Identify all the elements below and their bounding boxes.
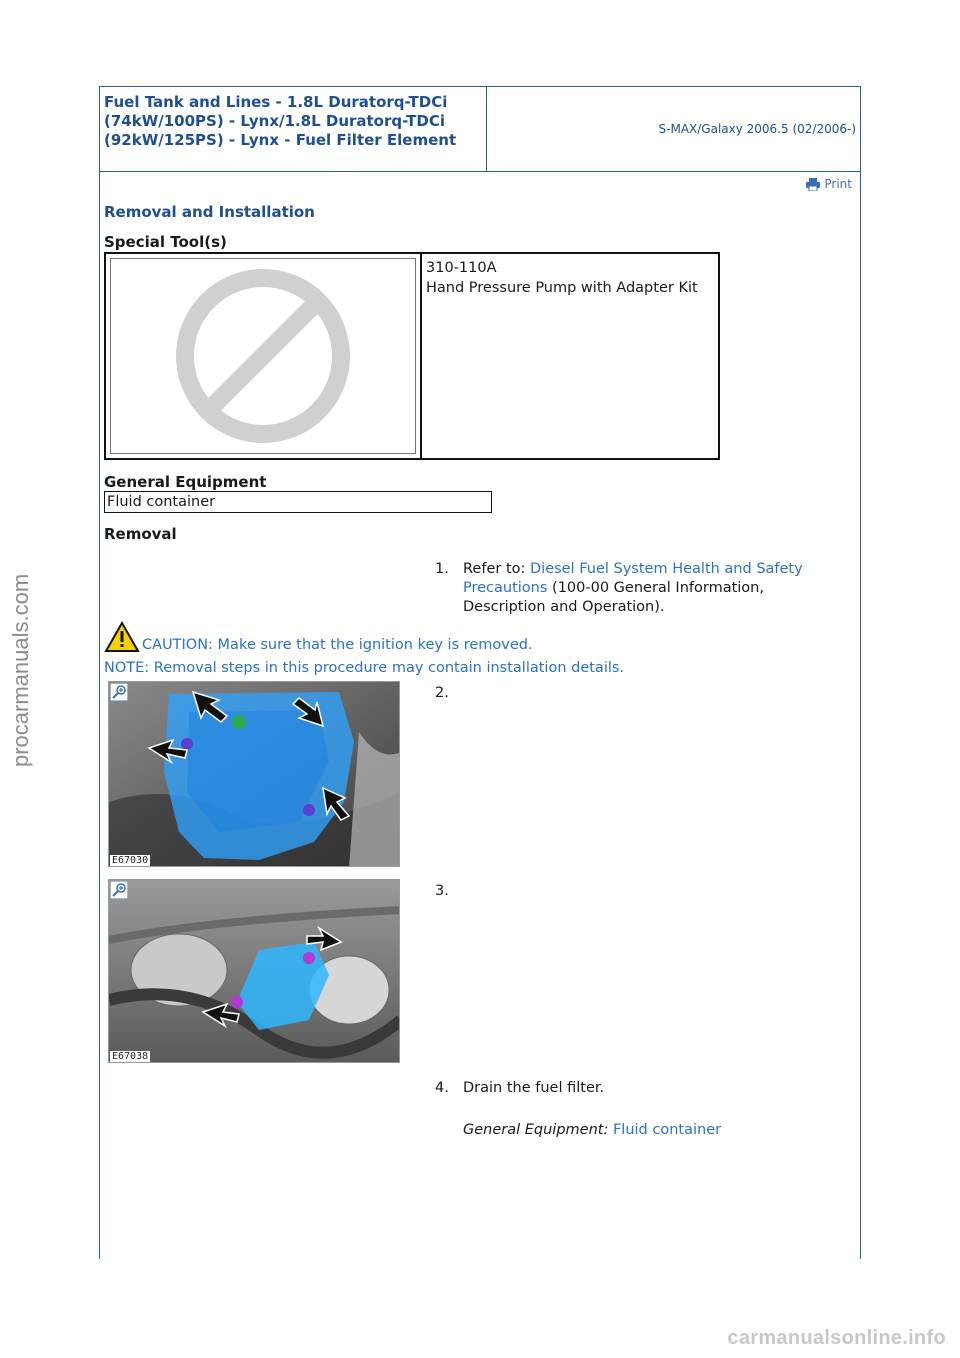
image-reference-label: E67030 xyxy=(112,855,149,866)
page-title: Fuel Tank and Lines - 1.8L Duratorq-TDCi (74kW/100PS) - Lynx/1.8L Duratorq-TDCi (92kW/125PS) - Lynx - Fuel Filter Element xyxy=(100,87,487,171)
step-text: Refer to: xyxy=(463,561,530,577)
section-general-equipment: General Equipment xyxy=(104,473,267,491)
image-reference-label: E67038 xyxy=(112,1051,149,1062)
general-equipment-table xyxy=(104,491,492,513)
step-text-suffix: (100-00 General Information, Description and Operation). xyxy=(463,580,764,615)
tool-description-cell xyxy=(422,254,718,458)
step-text: Drain the fuel filter. xyxy=(463,1080,605,1096)
general-equipment-label: General Equipment: xyxy=(463,1122,613,1138)
no-image-icon xyxy=(173,266,353,446)
tool-name: Hand Pressure Pump with Adapter Kit xyxy=(426,280,698,296)
section-removal-installation: Removal and Installation xyxy=(104,203,315,221)
vehicle-model: S-MAX/Galaxy 2006.5 (02/2006-) xyxy=(658,122,856,136)
printer-icon xyxy=(806,178,820,191)
fluid-container-link[interactable]: Fluid container xyxy=(612,1122,722,1138)
watermark-procarmanuals: procarmanuals.com xyxy=(8,573,33,767)
step-3-photo xyxy=(108,879,400,1063)
warning-icon xyxy=(104,621,140,653)
special-tools-table xyxy=(104,252,720,460)
section-removal: Removal xyxy=(104,525,177,543)
document-frame xyxy=(99,86,861,1259)
engine-cover-illustration xyxy=(109,682,400,867)
health-safety-link[interactable]: Diesel Fuel System Health and Safety Precautions xyxy=(463,561,803,596)
note-text: NOTE: Removal steps in this procedure may contain installation details. xyxy=(104,660,625,676)
watermark-carmanualsonline: carmanualsonline.info xyxy=(727,1327,946,1349)
step-number: 3. xyxy=(435,883,449,899)
step-number: 1. xyxy=(435,561,449,577)
tool-image xyxy=(110,258,416,454)
print-button[interactable] xyxy=(806,177,852,191)
equipment-item: Fluid container xyxy=(107,494,216,510)
step-4 xyxy=(435,1079,855,1149)
step-2 xyxy=(435,684,495,704)
tool-image-cell xyxy=(106,254,422,458)
engine-bay-illustration xyxy=(109,880,400,1063)
step-3 xyxy=(435,882,495,902)
step-number: 4. xyxy=(435,1080,449,1096)
zoom-in-icon[interactable] xyxy=(110,881,128,899)
caution-notice xyxy=(104,621,533,653)
print-label: Print xyxy=(824,177,852,191)
tool-code: 310-110A xyxy=(426,260,497,276)
zoom-in-icon[interactable] xyxy=(110,683,128,701)
step-1 xyxy=(435,560,855,620)
document-header xyxy=(100,87,860,172)
caution-text: CAUTION: Make sure that the ignition key is removed. xyxy=(142,637,533,653)
step-number: 2. xyxy=(435,685,449,701)
section-special-tools: Special Tool(s) xyxy=(104,233,227,251)
step-2-photo xyxy=(108,681,400,867)
